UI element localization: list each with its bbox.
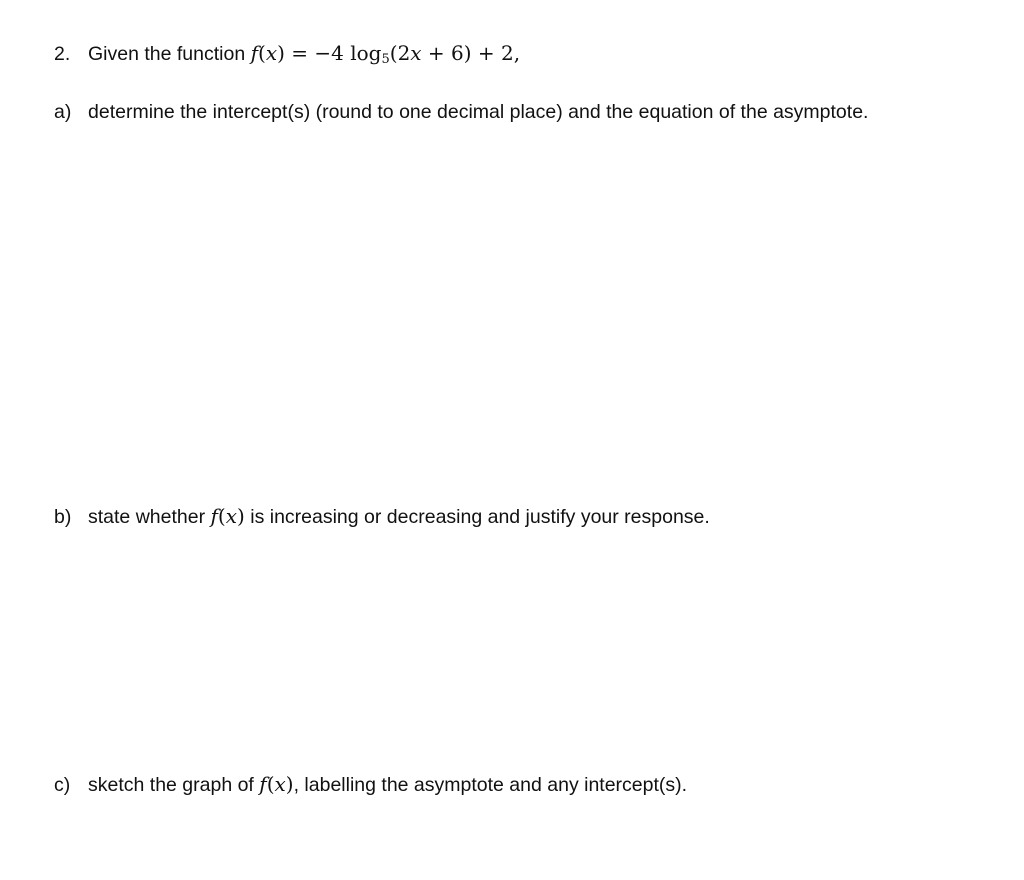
- func-var: x: [265, 41, 278, 65]
- part-b-text-after: is increasing or decreasing and justify your response.: [250, 506, 710, 528]
- part-b: [54, 503, 710, 530]
- question-2-stem: [54, 40, 520, 67]
- question-number: 2.: [54, 43, 71, 65]
- arg-open: (2: [389, 41, 411, 65]
- part-a-label: a): [54, 101, 72, 123]
- part-b-function: f(x): [210, 504, 245, 528]
- arg-var: x: [410, 41, 422, 65]
- func-name: f: [250, 41, 259, 65]
- question-intro: Given the function: [88, 43, 246, 65]
- part-c-func-var: x: [274, 772, 286, 796]
- arg-rest: + 6) + 2,: [421, 41, 521, 65]
- part-b-text-before: state whether: [88, 506, 206, 528]
- part-c-function: f(x): [259, 772, 294, 796]
- part-b-func-var: x: [225, 504, 237, 528]
- part-c-func-name: f: [259, 772, 267, 796]
- part-b-func-name: f: [210, 504, 218, 528]
- part-c-text-before: sketch the graph of: [88, 774, 254, 796]
- part-c: [54, 771, 687, 798]
- log-base: 5: [381, 52, 390, 67]
- part-c-label: c): [54, 774, 71, 796]
- func-equals: = −4 log: [284, 41, 382, 65]
- part-a-text: determine the intercept(s) (round to one decimal place) and the equation of the asymptote.: [88, 101, 869, 123]
- function-expression: f(x) = −4 $\log_5(2x + 6) + 2$,: [250, 41, 521, 67]
- part-c-text-after: , labelling the asymptote and any intercept(s).: [293, 774, 688, 796]
- part-b-label: b): [54, 506, 72, 528]
- part-a: [54, 99, 868, 125]
